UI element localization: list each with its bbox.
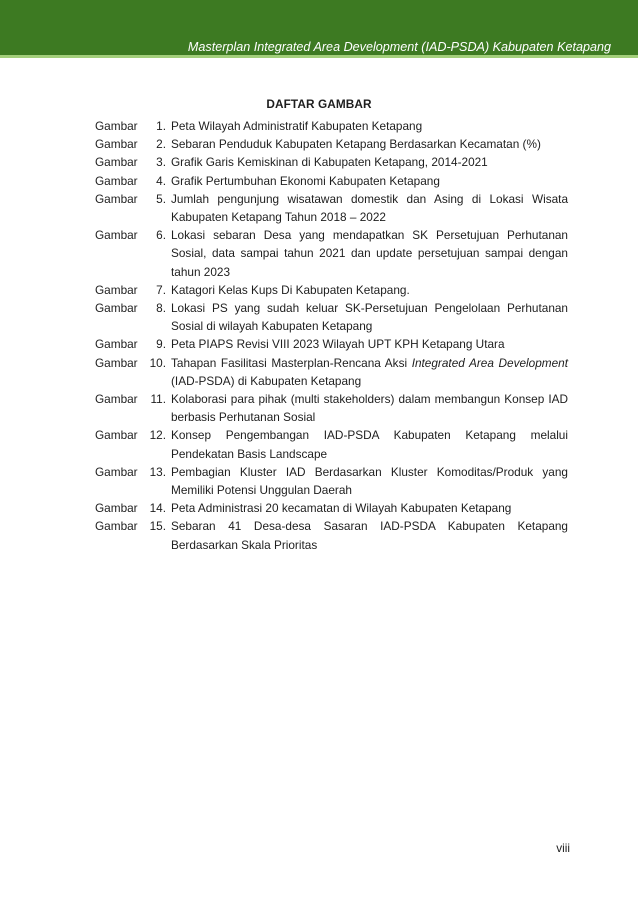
figure-list-item <box>95 354 568 390</box>
figure-caption: Lokasi sebaran Desa yang mendapatkan SK Persetujuan Perhutanan Sosial, data sampai tahun 2021 dan update persetujuan sampai dengan tahun 2023 <box>171 228 568 279</box>
figure-prefix: Gambar <box>95 173 138 188</box>
figure-list-item <box>95 426 568 462</box>
figure-list-item <box>95 226 568 281</box>
figure-caption: Lokasi PS yang sudah keluar SK-Persetujuan Pengelolaan Perhutanan Sosial di wilayah Kabupaten Ketapang <box>171 301 568 334</box>
figure-number: 8. <box>156 301 166 316</box>
figure-caption: Peta Wilayah Administratif Kabupaten Ketapang <box>171 119 423 133</box>
figure-list-item <box>95 390 568 426</box>
figure-number: 9. <box>156 337 166 352</box>
figure-prefix: Gambar <box>95 392 138 407</box>
figure-caption: Katagori Kelas Kups Di Kabupaten Ketapang. <box>171 282 410 297</box>
page-number: viii <box>556 841 570 855</box>
figure-list-item <box>95 281 568 299</box>
figure-caption: Peta PIAPS Revisi VIII 2023 Wilayah UPT KPH Ketapang Utara <box>171 337 505 352</box>
figure-number: 6. <box>156 228 166 243</box>
figure-list-item <box>95 463 568 499</box>
figure-caption: Jumlah pengunjung wisatawan domestik dan Asing di Lokasi Wisata Kabupaten Ketapang Tahun 2018 – 2022 <box>171 191 568 225</box>
figure-prefix: Gambar <box>95 301 138 316</box>
figure-prefix: Gambar <box>95 428 138 443</box>
caption-text: (IAD-PSDA) di Kabupaten Ketapang <box>171 373 362 388</box>
figure-number: 4. <box>156 173 166 188</box>
figure-prefix: Gambar <box>95 228 138 243</box>
figure-number: 1. <box>156 119 166 133</box>
figure-number: 2. <box>156 137 166 152</box>
figure-number: 3. <box>156 155 166 170</box>
figure-list <box>95 117 568 554</box>
figure-list-item <box>95 117 568 135</box>
figure-caption <box>171 354 568 390</box>
caption-italic-term: Integrated Area Development <box>411 355 568 370</box>
figure-prefix: Gambar <box>95 519 138 534</box>
caption-text: Tahapan Fasilitasi Masterplan-Rencana Aksi <box>171 355 412 370</box>
figure-prefix: Gambar <box>95 119 138 133</box>
figure-number: 14. <box>149 501 166 516</box>
figure-prefix: Gambar <box>95 191 138 206</box>
figure-number: 10. <box>149 355 166 370</box>
figure-list-item <box>95 299 568 335</box>
figure-list-item <box>95 517 568 553</box>
figure-caption: Grafik Pertumbuhan Ekonomi Kabupaten Ketapang <box>171 173 440 188</box>
figure-caption: Peta Administrasi 20 kecamatan di Wilayah Kabupaten Ketapang <box>171 501 512 516</box>
figure-number: 13. <box>149 464 166 479</box>
page-title: DAFTAR GAMBAR <box>266 97 372 111</box>
figure-list-item <box>95 499 568 517</box>
figure-list-item <box>95 335 568 353</box>
figure-list-item <box>95 135 568 153</box>
figure-number: 15. <box>149 519 166 534</box>
figure-number: 11. <box>150 392 166 407</box>
figure-prefix: Gambar <box>95 137 138 152</box>
figure-prefix: Gambar <box>95 464 138 479</box>
figure-caption: Pembagian Kluster IAD Berdasarkan Kluster Komoditas/Produk yang Memiliki Potensi Unggulan Daerah <box>171 464 568 498</box>
figure-prefix: Gambar <box>95 155 138 170</box>
figure-caption: Sebaran 41 Desa-desa Sasaran IAD-PSDA Kabupaten Ketapang Berdasarkan Skala Prioritas <box>171 519 568 552</box>
figure-prefix: Gambar <box>95 337 138 352</box>
figure-prefix: Gambar <box>95 282 138 297</box>
figure-caption: Sebaran Penduduk Kabupaten Ketapang Berdasarkan Kecamatan (%) <box>171 137 541 152</box>
figure-list-item <box>95 153 568 171</box>
figure-number: 7. <box>156 282 166 297</box>
figure-caption: Kolaborasi para pihak (multi stakeholders) dalam membangun Konsep IAD berbasis Perhutanan Sosial <box>171 392 568 425</box>
figure-prefix: Gambar <box>95 501 138 516</box>
running-header-title: Masterplan Integrated Area Development (IAD-PSDA) Kabupaten Ketapang <box>187 40 611 54</box>
figure-prefix: Gambar <box>95 355 138 370</box>
figure-list-item <box>95 172 568 190</box>
header-band <box>0 0 638 58</box>
figure-caption: Grafik Garis Kemiskinan di Kabupaten Ketapang, 2014-2021 <box>171 155 488 170</box>
figure-caption: Konsep Pengembangan IAD-PSDA Kabupaten Ketapang melalui Pendekatan Basis Landscape <box>171 428 568 461</box>
figure-number: 12. <box>149 428 166 443</box>
figure-number: 5. <box>156 191 166 206</box>
figure-list-item <box>95 190 568 226</box>
